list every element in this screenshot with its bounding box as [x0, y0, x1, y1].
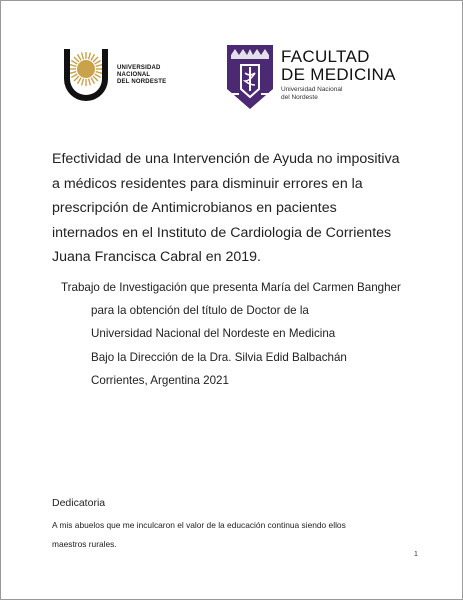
title-line: Juana Francisca Cabral en 2019.	[52, 249, 261, 265]
sun-ray	[70, 72, 77, 74]
sun-ray	[89, 53, 91, 60]
facultad-university	[281, 86, 342, 102]
facultad-name-line: DE MEDICINA	[281, 65, 396, 84]
sun-ray	[91, 78, 95, 84]
dedication-heading: Dedicatoria	[52, 497, 106, 509]
facultad-name	[281, 48, 396, 84]
unne-line: UNIVERSIDAD	[117, 65, 161, 71]
sun-ray	[93, 76, 98, 81]
unne-line: DEL NORDESTE	[117, 79, 167, 85]
facultad-medicina-logo	[227, 45, 417, 111]
sun-ray	[93, 57, 98, 62]
dedication-line: A mis abuelos que me inculcaron el valor de la educación continua siendo ellos	[52, 520, 346, 530]
sun-ray	[82, 53, 84, 60]
sun-ray	[71, 61, 77, 65]
sun-ray	[71, 74, 77, 78]
title-line: a médicos residentes para disminuir errores en la	[52, 175, 363, 192]
subtitle-line: Universidad Nacional del Nordeste en Medicina	[91, 327, 336, 341]
unne-line: NACIONAL	[117, 72, 151, 78]
subtitle-line: para la obtención del título de Doctor de la	[91, 304, 309, 318]
unne-emblem-icon	[59, 45, 113, 107]
facultad-sub-line: Universidad Nacional	[281, 86, 343, 93]
title-line: Efectividad de una Intervención de Ayuda no impositiva	[52, 151, 400, 167]
title-line: prescripción de Antimicrobianos en pacientes	[52, 200, 337, 216]
sun-ray	[95, 61, 101, 65]
thesis-title	[52, 147, 447, 270]
page-number: 1	[414, 551, 418, 558]
dedication-section	[52, 497, 442, 554]
sun-ray	[82, 79, 84, 86]
thesis-subtitle	[61, 276, 451, 392]
facultad-name-line: FACULTAD	[281, 47, 370, 66]
facultad-sub-line: del Nordeste	[281, 94, 318, 101]
sun-ray	[96, 65, 103, 67]
sun-ray	[95, 74, 101, 78]
sun-ray	[70, 65, 77, 67]
sun-ray	[74, 57, 79, 62]
sun-ray	[78, 54, 82, 60]
unne-logo-text	[117, 65, 187, 86]
sun-ray	[96, 72, 103, 74]
title-line: internados en el Instituto de Cardiologia de Corrientes	[52, 224, 392, 241]
sun-ray	[78, 78, 82, 84]
sun-ray	[74, 76, 79, 81]
shield-icon	[227, 45, 273, 109]
subtitle-line: Trabajo de Investigación que presenta María del Carmen Bangher	[61, 281, 401, 294]
subtitle-line: Corrientes, Argentina 2021	[91, 373, 229, 387]
dedication-line: maestros rurales.	[52, 539, 117, 549]
sun-ray	[91, 54, 95, 60]
sun-ray	[89, 79, 91, 86]
unne-logo	[59, 45, 179, 109]
subtitle-line: Bajo la Dirección de la Dra. Silvia Edid Balbachán	[91, 350, 347, 364]
